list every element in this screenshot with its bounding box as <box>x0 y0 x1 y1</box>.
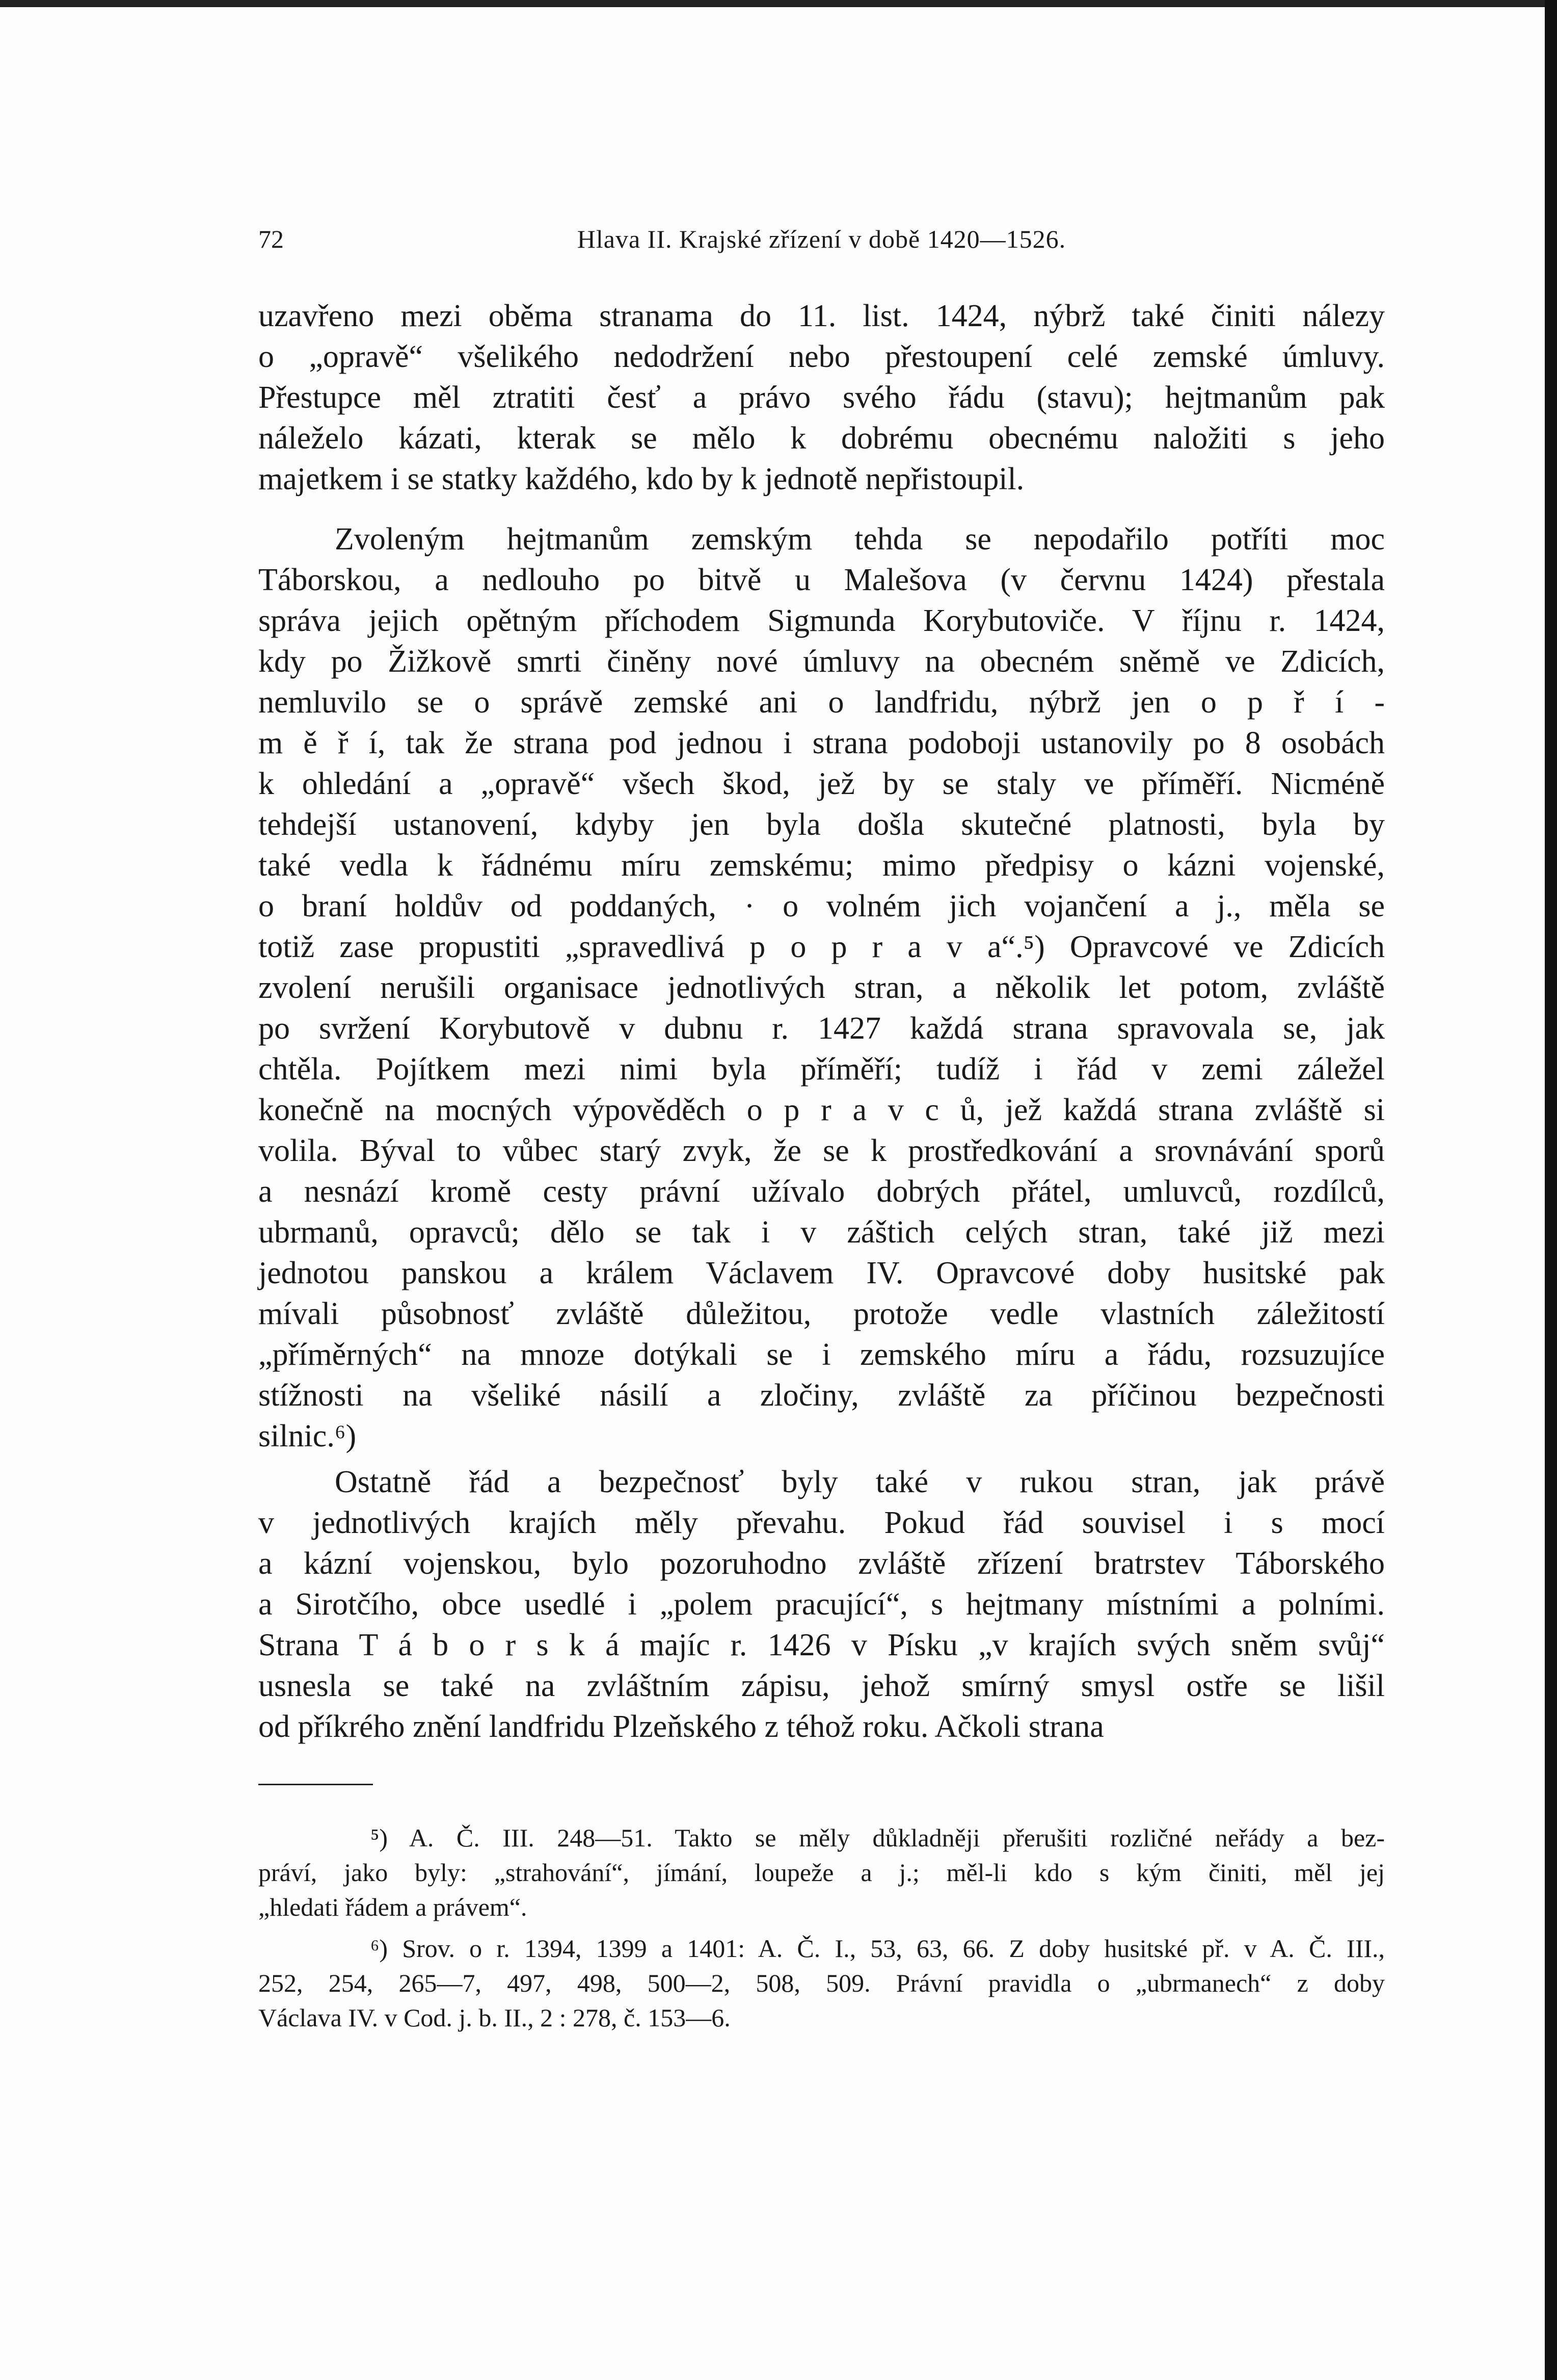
paragraph-2-line: volila. Býval to vůbec starý zvyk, že se k prostředkování a srovnávání sporů <box>258 1133 1385 1168</box>
paragraph-2-line: totiž zase propustiti „spravedlivá p o p r a v a“.⁵) Opravcové ve Zdicích <box>258 930 1385 964</box>
page-number: 72 <box>258 225 284 253</box>
paragraph-1-line: majetkem i se statky každého, kdo by k jednotě nepřistoupil. <box>258 462 1025 496</box>
paragraph-3-line: Ostatně řád a bezpečnosť byly také v rukou stran, jak právě <box>335 1465 1385 1499</box>
paragraph-2-line: Zvoleným hejtmanům zemským tehda se nepodařilo potříti moc <box>335 522 1385 557</box>
paragraph-1-line: o „opravě“ všelikého nedodržení nebo přestoupení celé zemské úmluvy. <box>258 339 1385 374</box>
paragraph-3-line: usnesla se také na zvláštním zápisu, jehož smírný smysl ostře se lišil <box>258 1669 1385 1703</box>
paragraph-2-line: tehdejší ustanovení, kdyby jen byla došla skutečné platnosti, byla by <box>258 807 1385 842</box>
paragraph-2-line: stížnosti na všeliké násilí a zločiny, zvláště za příčinou bezpečnosti <box>258 1378 1385 1413</box>
paragraph-1-line: Přestupce měl ztratiti česť a právo svého řádu (stavu); hejtmanům pak <box>258 380 1385 415</box>
paragraph-2-line: chtěla. Pojítkem mezi nimi byla příměří; tudíž i řád v zemi záležel <box>258 1052 1385 1087</box>
paragraph-2-line: také vedla k řádnému míru zemskému; mimo předpisy o kázni vojenské, <box>258 848 1385 883</box>
paragraph-3-line: a kázní vojenskou, bylo pozoruhodno zvláště zřízení bratrstev Táborského <box>258 1546 1385 1581</box>
scan-edge-top <box>0 0 1557 7</box>
paragraph-2-line: jednotou panskou a králem Václavem IV. Opravcové doby husitské pak <box>258 1256 1385 1290</box>
paragraph-2-line: „příměrných“ na mnoze dotýkali se i zemského míru a řádu, rozsuzujíce <box>258 1337 1385 1372</box>
scan-edge-right <box>1545 0 1557 2380</box>
paragraph-2-line: nemluvilo se o správě zemské ani o landfridu, nýbrž jen o p ř í - <box>258 685 1385 720</box>
page-header <box>258 224 1385 257</box>
paragraph-2-line: kdy po Žižkově smrti činěny nové úmluvy na obecném sněmě ve Zdicích, <box>258 644 1385 679</box>
paragraph-2-line: silnic.⁶) <box>258 1419 357 1453</box>
paragraph-3-line: od příkrého znění landfridu Plzeňského z téhož roku. Ačkoli strana <box>258 1709 1104 1744</box>
paragraph-2-line: po svržení Korybutově v dubnu r. 1427 každá strana spravovala se, jak <box>258 1011 1385 1046</box>
paragraph-1-line: uzavřeno mezi oběma stranama do 11. list. 1424, nýbrž také činiti nálezy <box>258 299 1385 333</box>
footnote-5-line: práví, jako byly: „strahování“, jímání, loupeže a j.; měl-li kdo s kým činiti, měl jej <box>258 1858 1385 1887</box>
paragraph-3-line: Strana T á b o r s k á majíc r. 1426 v Písku „v krajích svých sněm svůj“ <box>258 1628 1385 1662</box>
footnote-5-line: „hledati řádem a právem“. <box>258 1893 527 1921</box>
footnote-separator <box>258 1784 373 1785</box>
footnote-6-line: Václava IV. v Cod. j. b. II., 2 : 278, č. 153—6. <box>258 2003 731 2032</box>
paragraph-2-line: o braní holdův od poddaných, · o volném jich vojančení a j., měla se <box>258 889 1385 923</box>
footnote-5-line: ⁵) A. Č. III. 248—51. Takto se měly důkladněji přerušiti rozličné neřády a bez- <box>370 1823 1385 1852</box>
paragraph-2-line: Táborskou, a nedlouho po bitvě u Malešova (v červnu 1424) přestala <box>258 563 1385 597</box>
paragraph-2-line: zvolení nerušili organisace jednotlivých stran, a několik let potom, zvláště <box>258 970 1385 1005</box>
paragraph-2-line: správa jejich opětným příchodem Sigmunda Korybutoviče. V říjnu r. 1424, <box>258 603 1385 638</box>
paragraph-2-line: m ě ř í, tak že strana pod jednou i strana podoboji ustanovily po 8 osobách <box>258 726 1385 760</box>
paragraph-2-line: mívali působnosť zvláště důležitou, protože vedle vlastních záležitostí <box>258 1297 1385 1331</box>
paragraph-1-line: náleželo kázati, kterak se mělo k dobrému obecnému naložiti s jeho <box>258 421 1385 456</box>
footnote-6-line: 252, 254, 265—7, 497, 498, 500—2, 508, 509. Právní pravidla o „ubrmanech“ z doby <box>258 1969 1385 1997</box>
paragraph-3-line: a Sirotčího, obce usedlé i „polem pracující“, s hejtmany místními a polními. <box>258 1587 1385 1622</box>
running-title: Hlava II. Krajské zřízení v době 1420—1526. <box>577 225 1066 253</box>
footnote-6-line: ⁶) Srov. o r. 1394, 1399 a 1401: A. Č. I., 53, 63, 66. Z doby husitské př. v A. Č. III., <box>370 1934 1385 1963</box>
paragraph-2-line: a nesnází kromě cesty právní užívalo dobrých přátel, umluvců, rozdílců, <box>258 1174 1385 1209</box>
paragraph-3-line: v jednotlivých krajích měly převahu. Pokud řád souvisel i s mocí <box>258 1505 1385 1540</box>
paragraph-2-line: ubrmanů, opravců; dělo se tak i v záštich celých stran, také již mezi <box>258 1215 1385 1250</box>
paragraph-2-line: k ohledání a „opravě“ všech škod, jež by se staly ve příměří. Nicméně <box>258 766 1385 801</box>
paragraph-2-line: konečně na mocných výpověděch o p r a v c ů, jež každá strana zvláště si <box>258 1093 1385 1127</box>
